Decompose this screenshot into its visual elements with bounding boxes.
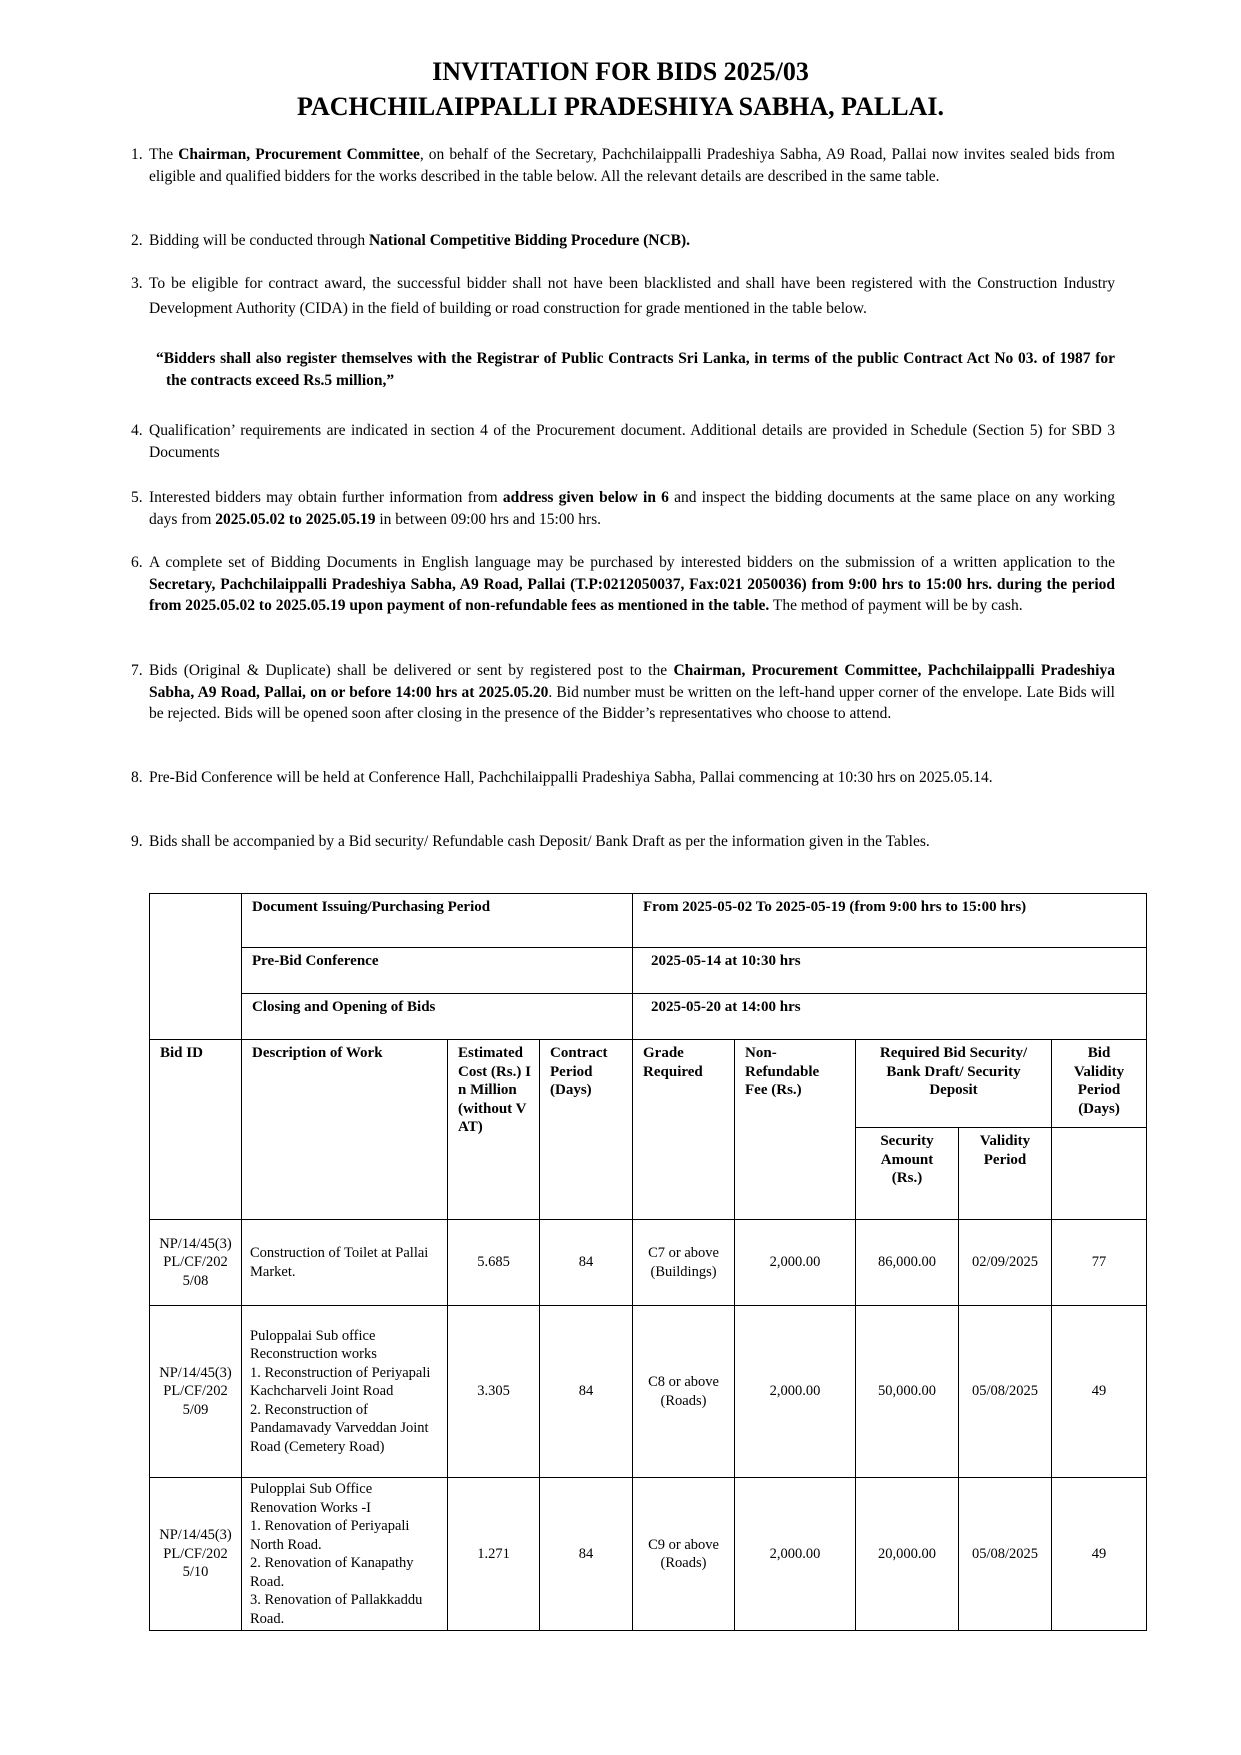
period-cell: 84 — [540, 1220, 633, 1306]
cost-cell: 5.685 — [448, 1220, 540, 1306]
schedule-value: 2025-05-20 at 14:00 hrs — [633, 994, 1147, 1040]
description-cell — [242, 1306, 448, 1478]
paragraph-8: 8. Pre-Bid Conference will be held at Conference Hall, Pachchilaippalli Pradeshiya Sabha, Pallai commencing at 10:30 hrs on 2025.05.14. — [149, 767, 1115, 789]
table-header-row — [150, 1040, 1147, 1128]
schedule-label: Pre-Bid Conference — [242, 948, 633, 994]
paragraph-6: 6. A complete set of Bidding Documents in English language may be purchased by interested bidders on the submission of a written application to the Secretary, Pachchilaippalli Pradeshiya Sabha, A9 Road, Pallai (T.P:0212050037, Fax:021 2050036) from 9:00 hrs to 15:00 hrs. during the period from 2025.05.02 to 2025.05.19 upon payment of non-refundable fees as mentioned in the table. The method of payment will be by cash. — [131, 554, 1115, 614]
registration-notice: “Bidders shall also register themselves with the Registrar of Public Contracts Sri Lanka, in terms of the public Contract Act No 03. of 1987 for the contracts exceed Rs.5 million,” — [156, 350, 1115, 389]
schedule-row — [150, 894, 1147, 948]
period-cell: 84 — [540, 1478, 633, 1631]
paragraph-number: 5. — [131, 489, 143, 506]
validity-cell: 05/08/2025 — [959, 1478, 1052, 1631]
column-header: Estimated Cost (Rs.) In Million (without VAT) — [448, 1040, 540, 1220]
fee-cell: 2,000.00 — [735, 1220, 856, 1306]
grade-cell: C9 or above (Roads) — [633, 1478, 735, 1631]
description-line: 3. Renovation of Pallakkaddu Road. — [250, 1592, 423, 1627]
bid-validity-cell: 49 — [1052, 1306, 1147, 1478]
column-header: Grade Required — [633, 1040, 735, 1220]
grade-cell: C8 or above (Roads) — [633, 1306, 735, 1478]
description-line: 2. Renovation of Kanapathy Road. — [250, 1555, 414, 1590]
cost-cell: 3.305 — [448, 1306, 540, 1478]
paragraph-number: 3. — [131, 275, 143, 292]
column-header: Bid Validity Period (Days) — [1052, 1040, 1147, 1128]
schedule-label: Closing and Opening of Bids — [242, 994, 633, 1040]
table-row — [150, 1220, 1147, 1306]
paragraph-number: 7. — [131, 662, 143, 679]
paragraph-7: 7. Bids (Original & Duplicate) shall be delivered or sent by registered post to the Chairman, Procurement Committee, Pachchilaippalli Pradeshiya Sabha, A9 Road, Pallai, on or before 14:00 hrs at 2025.05.20. Bid number must be written on the left-hand upper corner of the envelope. Late Bids will be rejected. Bids will be opened soon after closing in the presence of the Bidder’s representatives who choose to attend. — [131, 662, 1115, 722]
schedule-label: Document Issuing/Purchasing Period — [242, 894, 633, 948]
fee-cell: 2,000.00 — [735, 1306, 856, 1478]
description-line: 1. Renovation of Periyapali North Road. — [250, 1518, 410, 1553]
paragraph-5: 5. Interested bidders may obtain further information from address given below in 6 and inspect the bidding documents at the same place on any working days from 2025.05.02 to 2025.05.19 in between 09:00 hrs and 15:00 hrs. — [131, 489, 1115, 528]
schedule-row — [150, 948, 1147, 994]
period-cell: 84 — [540, 1306, 633, 1478]
paragraph-3: 3. To be eligible for contract award, the successful bidder shall not have been blacklisted and shall have been registered with the Construction Industry Development Authority (CIDA) in the field of building or road construction for grade mentioned in the table below. — [149, 272, 1115, 321]
paragraph-number: 1. — [131, 146, 143, 163]
description-line: Pulopplai Sub Office Renovation Works -I — [250, 1481, 373, 1516]
paragraph-1: 1. The Chairman, Procurement Committee, on behalf of the Secretary, Pachchilaippalli Pradeshiya Sabha, A9 Road, Pallai now invites sealed bids from eligible and qualified bidders for the works described in the table below. All the relevant details are described in the same table. — [131, 146, 1115, 185]
column-header: Contract Period (Days) — [540, 1040, 633, 1220]
bids-table — [149, 893, 1147, 1631]
bid-id-cell: NP/14/45(3)PL/CF/2025/09 — [150, 1306, 242, 1478]
schedule-value: From 2025-05-02 To 2025-05-19 (from 9:00 hrs to 15:00 hrs) — [633, 894, 1147, 948]
security-amount-cell: 20,000.00 — [856, 1478, 959, 1631]
column-header: Description of Work — [242, 1040, 448, 1220]
schedule-value: 2025-05-14 at 10:30 hrs — [633, 948, 1147, 994]
column-header: Validity Period — [959, 1128, 1052, 1220]
column-header: Non-Refundable Fee (Rs.) — [735, 1040, 856, 1220]
cost-cell: 1.271 — [448, 1478, 540, 1631]
paragraph-4: 4. Qualification’ requirements are indicated in section 4 of the Procurement document. Additional details are provided in Schedule (Section 5) for SBD 3 Documents — [131, 422, 1115, 461]
page-title: INVITATION FOR BIDS 2025/03 — [432, 57, 809, 86]
grade-cell: C7 or above (Buildings) — [633, 1220, 735, 1306]
column-header: Security Amount (Rs.) — [856, 1128, 959, 1220]
paragraph-number: 8. — [131, 769, 143, 786]
bid-validity-cell: 49 — [1052, 1478, 1147, 1631]
column-header: Bid ID — [150, 1040, 242, 1220]
schedule-row — [150, 994, 1147, 1040]
paragraph-9: 9. Bids shall be accompanied by a Bid security/ Refundable cash Deposit/ Bank Draft as per the information given in the Tables. — [149, 831, 1115, 853]
description-line: 1. Reconstruction of Periyapali Kachcharveli Joint Road — [250, 1364, 431, 1400]
security-amount-cell: 86,000.00 — [856, 1220, 959, 1306]
table-row — [150, 1306, 1147, 1478]
table-row — [150, 1478, 1147, 1631]
description-line: Construction of Toilet at Pallai Market. — [250, 1245, 429, 1280]
description-line: Puloppalai Sub office Reconstruction works — [250, 1327, 377, 1363]
bid-id-cell: NP/14/45(3)PL/CF/2025/08 — [150, 1220, 242, 1306]
blank-cell — [1052, 1128, 1147, 1220]
validity-cell: 02/09/2025 — [959, 1220, 1052, 1306]
paragraph-number: 9. — [131, 833, 143, 850]
paragraph-number: 4. — [131, 422, 143, 439]
description-cell — [242, 1220, 448, 1306]
paragraph-number: 6. — [131, 554, 143, 571]
bid-id-cell: NP/14/45(3)PL/CF/2025/10 — [150, 1478, 242, 1631]
description-cell — [242, 1478, 448, 1631]
validity-cell: 05/08/2025 — [959, 1306, 1052, 1478]
security-amount-cell: 50,000.00 — [856, 1306, 959, 1478]
paragraph-number: 2. — [131, 232, 143, 249]
description-line: 2. Reconstruction of Pandamavady Varveddan Joint Road (Cemetery Road) — [250, 1401, 429, 1455]
paragraph-2: 2. Bidding will be conducted through National Competitive Bidding Procedure (NCB). — [149, 230, 1115, 252]
column-header: Required Bid Security/ Bank Draft/ Security Deposit — [856, 1040, 1052, 1128]
blank-cell — [150, 894, 242, 1040]
page-subtitle: PACHCHILAIPPALLI PRADESHIYA SABHA, PALLAI. — [297, 92, 944, 121]
fee-cell: 2,000.00 — [735, 1478, 856, 1631]
bid-validity-cell: 77 — [1052, 1220, 1147, 1306]
